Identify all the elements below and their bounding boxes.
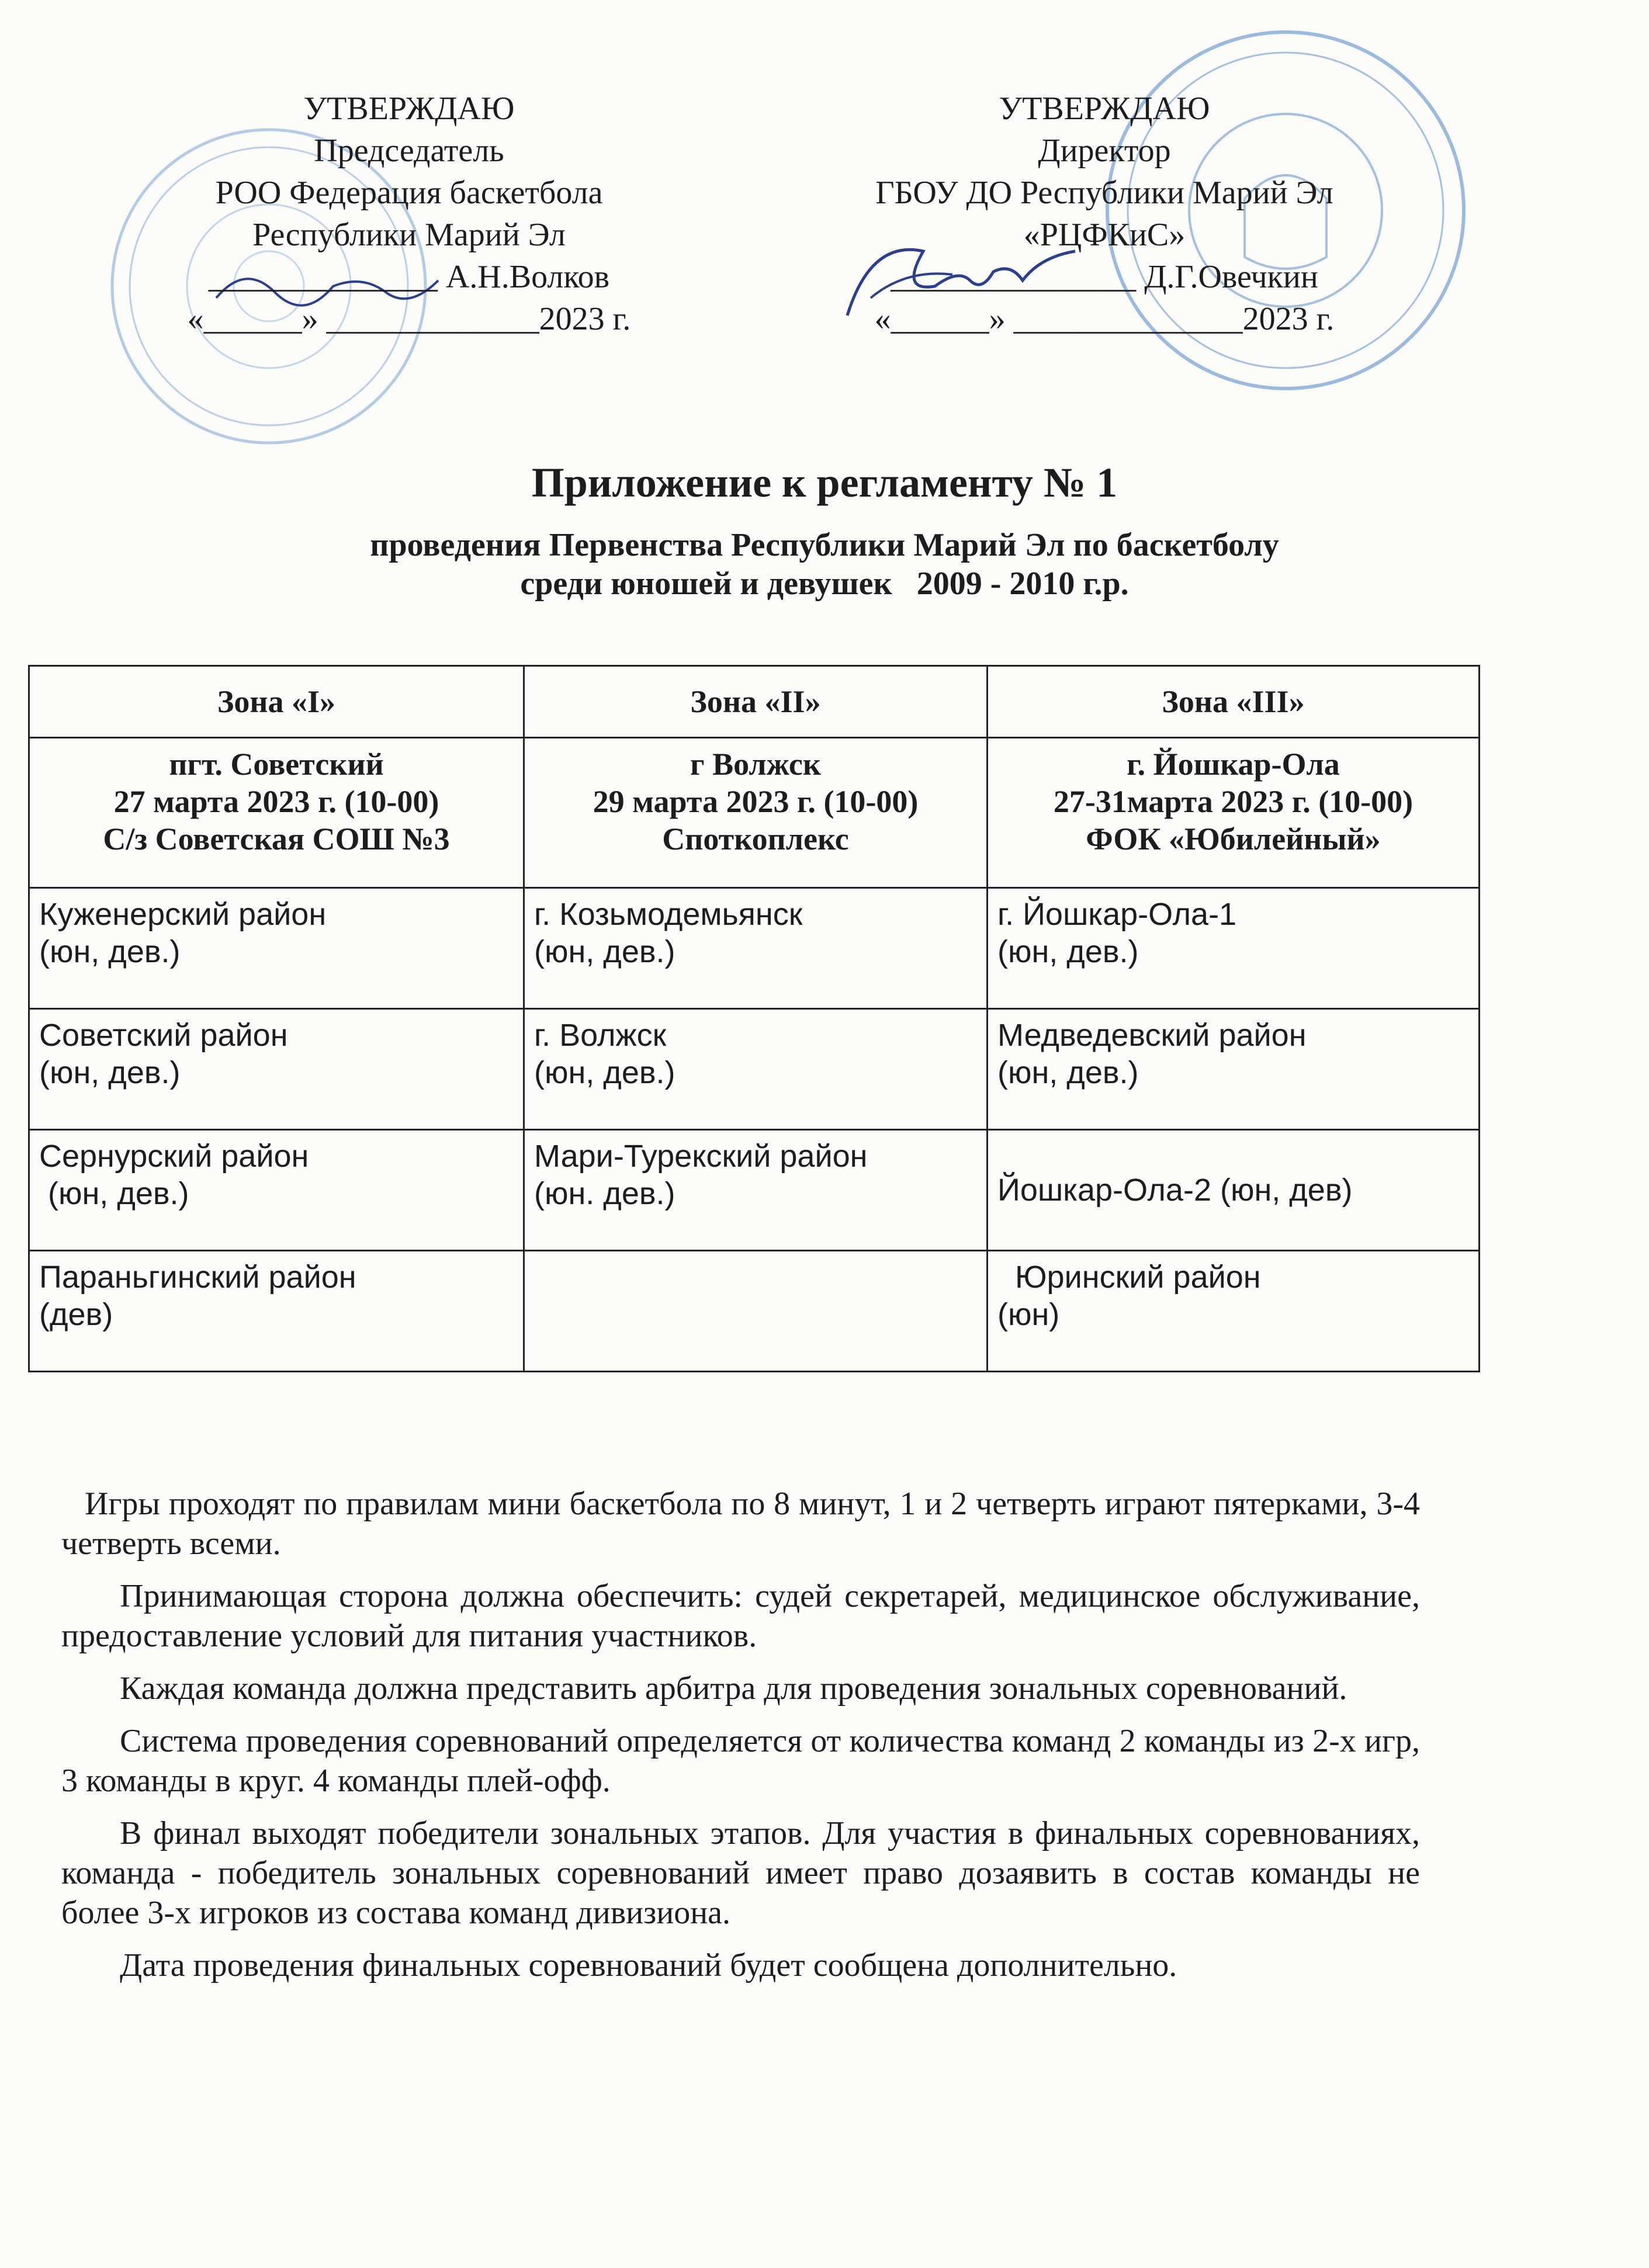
approval-role: Председатель [314, 133, 504, 169]
zones-table [28, 665, 1480, 1372]
table-row [29, 1251, 1480, 1372]
document-subtitle [0, 526, 1649, 603]
venue-date: 27 марта 2023 г. (10-00) [113, 784, 439, 819]
team-category: (юн, дев.) [997, 934, 1139, 969]
approval-heading: УТВЕРЖДАЮ [999, 91, 1210, 127]
table-header-row [29, 666, 1480, 738]
team-category: (юн. дев.) [534, 1176, 675, 1211]
document-title: Приложение к регламенту № 1 [531, 459, 1118, 506]
paragraph: Каждая команда должна представить арбитра для проведения зональных соревнований. [120, 1670, 1347, 1707]
team-category: (юн, дев.) [997, 1055, 1139, 1090]
venue-cell-zone-2 [524, 738, 988, 888]
regulations-text [61, 1484, 1420, 1998]
venue-row [29, 738, 1480, 888]
venue-date: 27-31марта 2023 г. (10-00) [1053, 784, 1414, 819]
subtitle-line-1: проведения Первенства Республики Марий Эл по баскетболу [370, 527, 1279, 563]
venue-date: 29 марта 2023 г. (10-00) [593, 784, 919, 819]
team-category: (юн, дев.) [39, 1176, 189, 1211]
header-zone-2: Зона «II» [524, 666, 988, 738]
approval-role: Директор [1038, 133, 1171, 169]
approval-date-line: «______» ______________2023 г. [874, 301, 1335, 337]
team-name: г. Козьмодемьянск [534, 897, 803, 932]
table-row [29, 1009, 1480, 1130]
header-zone-1: Зона «I» [29, 666, 524, 738]
approval-date-line: «______» _____________2023 г. [187, 301, 631, 337]
header-zone-3: Зона «III» [988, 666, 1480, 738]
team-name: Сернурский район [39, 1139, 309, 1174]
team-name: Советский район [39, 1018, 288, 1053]
paragraph: Дата проведения финальных соревнований будет сообщена дополнительно. [120, 1947, 1177, 1983]
venue-hall: С/з Советская СОШ №3 [103, 821, 450, 856]
approval-block-federation [134, 88, 684, 340]
team-category: (дев) [39, 1297, 113, 1332]
team-cell [524, 1009, 988, 1130]
team-name: Мари-Турекский район [534, 1139, 868, 1174]
team-name: Медведевский район [997, 1018, 1307, 1053]
team-cell [29, 888, 524, 1009]
team-cell [988, 888, 1480, 1009]
team-category: (юн) [997, 1297, 1060, 1332]
team-cell [29, 1009, 524, 1130]
team-category: (юн, дев.) [39, 934, 181, 969]
team-cell [29, 1251, 524, 1372]
team-cell [524, 888, 988, 1009]
team-category: (юн, дев.) [534, 934, 675, 969]
team-name: г. Йошкар-Ола-1 [997, 897, 1237, 932]
paragraph: Игры проходят по правилам мини баскетбола по 8 минут, 1 и 2 четверть играют пятерками, 3-4 четверть всеми. [61, 1486, 1420, 1562]
approval-org-line2: Республики Марий Эл [252, 217, 566, 253]
approval-org-line1: РОО Федерация баскетбола [215, 175, 603, 211]
team-name: Куженерский район [39, 897, 327, 932]
venue-cell-zone-1 [29, 738, 524, 888]
venue-cell-zone-3 [988, 738, 1480, 888]
venue-place: пгт. Советский [169, 747, 384, 782]
paragraph: Система проведения соревнований определяется от количества команд 2 команды из 2-х игр, 3 команды в круг. 4 команды плей-офф. [61, 1723, 1420, 1799]
team-name: Йошкар-Ола-2 (юн, дев) [997, 1173, 1353, 1208]
team-cell [988, 1130, 1480, 1251]
approval-org-line2: «РЦФКиС» [1023, 217, 1186, 253]
approval-signature-line: _______________ Д.Г.Овечкин [891, 259, 1318, 295]
approval-signature-line: ______________ А.Н.Волков [208, 259, 610, 295]
paragraph: В финал выходят победители зональных этапов. Для участия в финальных соревнованиях, команда - победитель зональных соревнований имеет право дозаявить в состав команды не более 3-х игроков из состава команд дивизиона. [61, 1815, 1420, 1931]
subtitle-line-2: среди юношей и девушек 2009 - 2010 г.р. [520, 566, 1129, 602]
team-cell [988, 1251, 1480, 1372]
approval-block-director [795, 88, 1414, 340]
team-name: г. Волжск [534, 1018, 667, 1053]
venue-place: г. Йошкар-Ола [1127, 747, 1340, 782]
team-cell [988, 1009, 1480, 1130]
team-cell [524, 1130, 988, 1251]
team-name: Юринский район [997, 1260, 1261, 1295]
paragraph: Принимающая сторона должна обеспечить: судей секретарей, медицинское обслуживание, предоставление условий для питания участников. [61, 1578, 1420, 1654]
approval-heading: УТВЕРЖДАЮ [303, 91, 515, 127]
team-cell [29, 1130, 524, 1251]
venue-hall: Споткоплекс [662, 821, 849, 856]
venue-place: г Волжск [690, 747, 821, 782]
team-name: Параньгинский район [39, 1260, 356, 1295]
team-category: (юн, дев.) [39, 1055, 181, 1090]
venue-hall: ФОК «Юбилейный» [1086, 821, 1381, 856]
table-row [29, 888, 1480, 1009]
table-row [29, 1130, 1480, 1251]
team-category: (юн, дев.) [534, 1055, 675, 1090]
team-cell-empty [524, 1251, 988, 1372]
approval-org-line1: ГБОУ ДО Республики Марий Эл [875, 175, 1333, 211]
